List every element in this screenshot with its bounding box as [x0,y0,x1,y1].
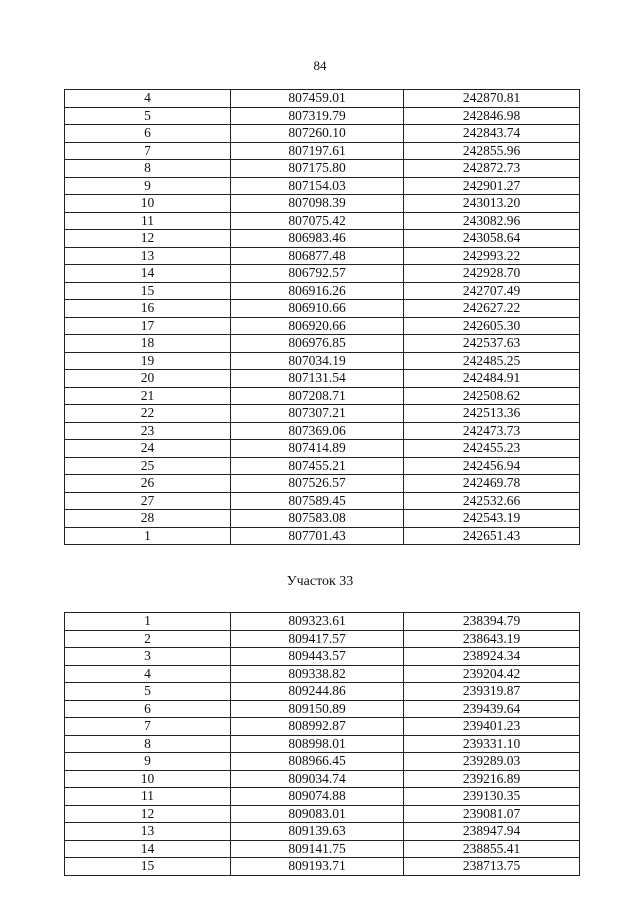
page-number: 84 [313,58,327,73]
table-row [65,387,580,405]
table-row [65,858,580,876]
point-number-cell: 8 [65,160,231,178]
point-number-cell: 13 [65,247,231,265]
x-coordinate-cell: 808998.01 [231,735,404,753]
table-row [65,335,580,353]
table-row [65,683,580,701]
point-number-cell: 4 [65,665,231,683]
point-number-cell: 17 [65,317,231,335]
table-row [65,823,580,841]
table-row [65,527,580,545]
x-coordinate-cell: 807197.61 [231,142,404,160]
table-row [65,735,580,753]
section-title: Участок 33 [286,574,354,589]
table-row [65,630,580,648]
x-coordinate-cell: 807131.54 [231,370,404,388]
table-row [65,282,580,300]
table-row [65,510,580,528]
section-coordinates-table [64,612,580,876]
y-coordinate-cell: 238394.79 [404,613,580,631]
table-row [65,107,580,125]
x-coordinate-cell: 806877.48 [231,247,404,265]
x-coordinate-cell: 809338.82 [231,665,404,683]
point-number-cell: 2 [65,630,231,648]
table-row [65,475,580,493]
x-coordinate-cell: 807369.06 [231,422,404,440]
point-number-cell: 8 [65,735,231,753]
point-number-cell: 9 [65,753,231,771]
table-row [65,405,580,423]
point-number-cell: 5 [65,683,231,701]
table-row [65,90,580,108]
x-coordinate-cell: 809443.57 [231,648,404,666]
point-number-cell: 11 [65,788,231,806]
x-coordinate-cell: 807075.42 [231,212,404,230]
table-row [65,125,580,143]
point-number-cell: 7 [65,142,231,160]
table-row [65,352,580,370]
x-coordinate-cell: 807526.57 [231,475,404,493]
y-coordinate-cell: 238713.75 [404,858,580,876]
y-coordinate-cell: 242537.63 [404,335,580,353]
x-coordinate-cell: 809150.89 [231,700,404,718]
table-row [65,788,580,806]
table-row [65,212,580,230]
table-row [65,665,580,683]
table-row [65,440,580,458]
point-number-cell: 25 [65,457,231,475]
x-coordinate-cell: 809139.63 [231,823,404,841]
table-row [65,718,580,736]
x-coordinate-cell: 809244.86 [231,683,404,701]
x-coordinate-cell: 807455.21 [231,457,404,475]
table-row [65,370,580,388]
x-coordinate-cell: 809083.01 [231,805,404,823]
point-number-cell: 10 [65,195,231,213]
point-number-cell: 11 [65,212,231,230]
table-row [65,230,580,248]
table-row [65,753,580,771]
y-coordinate-cell: 242872.73 [404,160,580,178]
y-coordinate-cell: 239216.89 [404,770,580,788]
x-coordinate-cell: 807319.79 [231,107,404,125]
y-coordinate-cell: 242508.62 [404,387,580,405]
table-row [65,700,580,718]
point-number-cell: 16 [65,300,231,318]
y-coordinate-cell: 242627.22 [404,300,580,318]
y-coordinate-cell: 239130.35 [404,788,580,806]
x-coordinate-cell: 807589.45 [231,492,404,510]
coordinates-table-body [65,90,580,545]
point-number-cell: 10 [65,770,231,788]
y-coordinate-cell: 242707.49 [404,282,580,300]
x-coordinate-cell: 809193.71 [231,858,404,876]
x-coordinate-cell: 806916.26 [231,282,404,300]
point-number-cell: 15 [65,858,231,876]
point-number-cell: 3 [65,648,231,666]
y-coordinate-cell: 239331.10 [404,735,580,753]
y-coordinate-cell: 242473.73 [404,422,580,440]
table-row [65,265,580,283]
y-coordinate-cell: 242843.74 [404,125,580,143]
x-coordinate-cell: 807307.21 [231,405,404,423]
x-coordinate-cell: 809323.61 [231,613,404,631]
coordinates-table [64,89,580,545]
point-number-cell: 6 [65,125,231,143]
x-coordinate-cell: 808992.87 [231,718,404,736]
point-number-cell: 18 [65,335,231,353]
x-coordinate-cell: 807414.89 [231,440,404,458]
table-row [65,247,580,265]
x-coordinate-cell: 807098.39 [231,195,404,213]
y-coordinate-cell: 242513.36 [404,405,580,423]
point-number-cell: 20 [65,370,231,388]
table-row [65,317,580,335]
point-number-cell: 27 [65,492,231,510]
x-coordinate-cell: 807175.80 [231,160,404,178]
table-row [65,770,580,788]
point-number-cell: 23 [65,422,231,440]
y-coordinate-cell: 239289.03 [404,753,580,771]
x-coordinate-cell: 809141.75 [231,840,404,858]
y-coordinate-cell: 242455.23 [404,440,580,458]
table-row [65,457,580,475]
y-coordinate-cell: 242870.81 [404,90,580,108]
x-coordinate-cell: 806792.57 [231,265,404,283]
point-number-cell: 19 [65,352,231,370]
y-coordinate-cell: 239319.87 [404,683,580,701]
x-coordinate-cell: 806983.46 [231,230,404,248]
y-coordinate-cell: 238924.34 [404,648,580,666]
table-row [65,300,580,318]
section-coordinates-table-body [65,613,580,876]
table-row [65,613,580,631]
x-coordinate-cell: 809034.74 [231,770,404,788]
y-coordinate-cell: 242532.66 [404,492,580,510]
y-coordinate-cell: 242456.94 [404,457,580,475]
table-row [65,492,580,510]
y-coordinate-cell: 242484.91 [404,370,580,388]
y-coordinate-cell: 242855.96 [404,142,580,160]
y-coordinate-cell: 242993.22 [404,247,580,265]
y-coordinate-cell: 242605.30 [404,317,580,335]
table-row [65,160,580,178]
x-coordinate-cell: 806976.85 [231,335,404,353]
point-number-cell: 12 [65,805,231,823]
point-number-cell: 6 [65,700,231,718]
x-coordinate-cell: 807459.01 [231,90,404,108]
y-coordinate-cell: 242901.27 [404,177,580,195]
x-coordinate-cell: 807034.19 [231,352,404,370]
x-coordinate-cell: 807583.08 [231,510,404,528]
point-number-cell: 14 [65,840,231,858]
y-coordinate-cell: 239401.23 [404,718,580,736]
y-coordinate-cell: 242928.70 [404,265,580,283]
x-coordinate-cell: 806910.66 [231,300,404,318]
y-coordinate-cell: 239439.64 [404,700,580,718]
point-number-cell: 22 [65,405,231,423]
x-coordinate-cell: 807701.43 [231,527,404,545]
table-row [65,840,580,858]
x-coordinate-cell: 807260.10 [231,125,404,143]
point-number-cell: 1 [65,527,231,545]
point-number-cell: 1 [65,613,231,631]
point-number-cell: 26 [65,475,231,493]
table-row [65,805,580,823]
point-number-cell: 5 [65,107,231,125]
point-number-cell: 28 [65,510,231,528]
y-coordinate-cell: 238855.41 [404,840,580,858]
point-number-cell: 7 [65,718,231,736]
point-number-cell: 13 [65,823,231,841]
x-coordinate-cell: 807154.03 [231,177,404,195]
y-coordinate-cell: 243058.64 [404,230,580,248]
table-row [65,142,580,160]
x-coordinate-cell: 807208.71 [231,387,404,405]
x-coordinate-cell: 806920.66 [231,317,404,335]
y-coordinate-cell: 242485.25 [404,352,580,370]
point-number-cell: 24 [65,440,231,458]
y-coordinate-cell: 239081.07 [404,805,580,823]
y-coordinate-cell: 242651.43 [404,527,580,545]
table-row [65,177,580,195]
y-coordinate-cell: 239204.42 [404,665,580,683]
y-coordinate-cell: 242469.78 [404,475,580,493]
y-coordinate-cell: 243013.20 [404,195,580,213]
point-number-cell: 15 [65,282,231,300]
point-number-cell: 12 [65,230,231,248]
x-coordinate-cell: 808966.45 [231,753,404,771]
point-number-cell: 9 [65,177,231,195]
y-coordinate-cell: 238947.94 [404,823,580,841]
point-number-cell: 14 [65,265,231,283]
point-number-cell: 4 [65,90,231,108]
point-number-cell: 21 [65,387,231,405]
table-row [65,195,580,213]
y-coordinate-cell: 242543.19 [404,510,580,528]
y-coordinate-cell: 242846.98 [404,107,580,125]
table-row [65,648,580,666]
x-coordinate-cell: 809417.57 [231,630,404,648]
y-coordinate-cell: 238643.19 [404,630,580,648]
table-row [65,422,580,440]
x-coordinate-cell: 809074.88 [231,788,404,806]
y-coordinate-cell: 243082.96 [404,212,580,230]
